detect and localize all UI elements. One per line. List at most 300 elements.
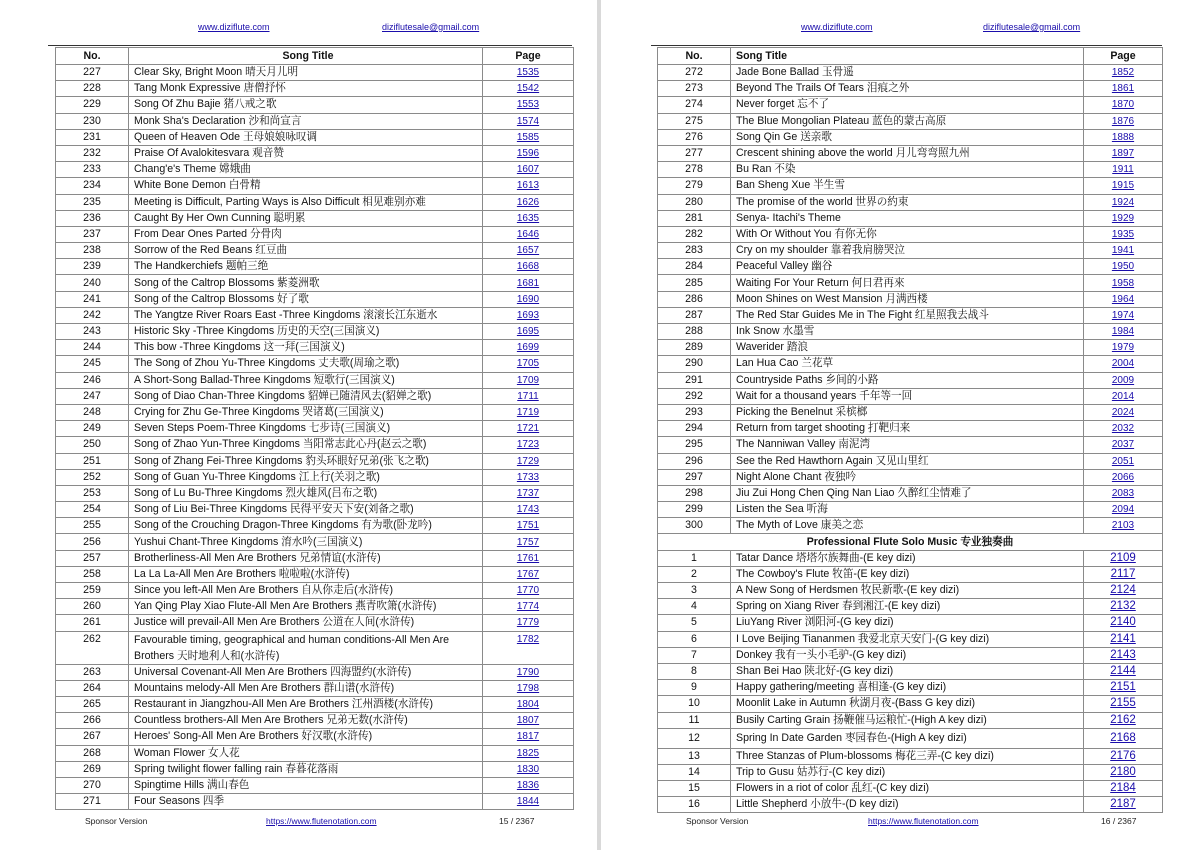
page-link[interactable]: 1705 [516,358,540,370]
email-link[interactable]: diziflutesale@gmail.com [983,22,1081,32]
song-number: 259 [56,583,129,599]
page-link[interactable]: 1790 [516,666,540,678]
song-title: Justice will prevail-All Men Are Brothers 公道在人间(水浒传) [129,615,483,631]
page-cell [483,388,574,404]
website-link[interactable]: www.diziflute.com [801,22,873,32]
table-row [658,421,1163,437]
song-number: 291 [658,372,731,388]
page-cell [1084,259,1163,275]
song-title: The Song of Zhou Yu-Three Kingdoms 丈夫歌(周瑜之歌) [129,356,483,372]
song-number: 1 [658,550,731,566]
page-cell [483,680,574,696]
page-link[interactable]: 1915 [1111,180,1135,192]
page-link[interactable]: 2180 [1110,765,1136,778]
song-number: 4 [658,599,731,615]
table-row [56,534,574,550]
table-row [658,226,1163,242]
page-cell [1084,145,1163,161]
page-link[interactable]: 2184 [1110,782,1136,795]
song-number: 234 [56,178,129,194]
page-link[interactable]: 1782 [516,633,540,645]
song-title: The Blue Mongolian Plateau 蓝色的蒙古高原 [731,113,1084,129]
page-cell [1084,469,1163,485]
song-title: From Dear Ones Parted 分骨肉 [129,226,483,242]
song-title: Meeting is Difficult, Parting Ways is Also Difficult 相见难别亦难 [129,194,483,210]
page-link[interactable]: 1876 [1111,115,1135,127]
page-cell [483,696,574,712]
table-row [56,210,574,226]
page-cell [1084,129,1163,145]
page-cell [1084,797,1163,813]
page-link[interactable]: 1888 [1111,131,1135,143]
song-title: Yan Qing Play Xiao Flute-All Men Are Brothers 燕青吹箫(水浒传) [129,599,483,615]
table-row [56,566,574,582]
page-cell [1084,583,1163,599]
song-title: Seven Steps Poem-Three Kingdoms 七步诗(三国演义) [129,421,483,437]
page-link[interactable]: 2144 [1110,665,1136,678]
page-link[interactable]: 1911 [1112,164,1134,176]
page-link[interactable]: 1836 [516,779,540,791]
song-title: Song of Diao Chan-Three Kingdoms 貂婵已随清风去(貂婵之歌) [129,388,483,404]
page-cell [1084,291,1163,307]
page-link[interactable]: 1723 [516,439,540,451]
song-number: 254 [56,502,129,518]
song-title: La La La-All Men Are Brothers 啦啦啦(水浒传) [129,566,483,582]
page-link[interactable]: 1709 [516,374,540,386]
page-link[interactable]: 1719 [516,407,540,419]
page-link[interactable]: 2141 [1110,632,1136,645]
table-row [658,372,1163,388]
page-cell [1084,663,1163,679]
page-cell [483,421,574,437]
page-link[interactable]: 1852 [1111,67,1135,79]
song-number: 295 [658,437,731,453]
page-link[interactable]: 1807 [516,715,540,727]
page-cell [1084,566,1163,582]
song-number: 265 [56,696,129,712]
table-header-row [658,48,1163,65]
table-row [658,356,1163,372]
song-title: Bu Ran 不染 [731,162,1084,178]
page-link[interactable]: 1950 [1111,261,1135,273]
page-link[interactable]: 2004 [1111,358,1135,370]
table-row [658,162,1163,178]
song-number: 2 [658,566,731,582]
page-cell [1084,307,1163,323]
website-link[interactable]: www.diziflute.com [198,22,270,32]
song-title: Praise Of Avalokitesvara 观音赞 [129,145,483,161]
song-number: 297 [658,469,731,485]
page-link[interactable]: 1941 [1111,245,1135,257]
table-row [658,764,1163,780]
song-number: 298 [658,485,731,501]
page-cell [1084,631,1163,647]
table-row [658,453,1163,469]
table-row [56,680,574,696]
page-cell [483,340,574,356]
table-row [56,324,574,340]
table-row [56,388,574,404]
table-row [56,129,574,145]
page-link[interactable]: 1767 [516,568,540,580]
song-title: Since you left-All Men Are Brothers 自从你走后(水浒传) [129,583,483,599]
song-number: 8 [658,663,731,679]
email-link[interactable]: diziflutesale@gmail.com [382,22,480,32]
song-number: 257 [56,550,129,566]
page-cell [483,550,574,566]
page-cell [483,566,574,582]
pdf-page-16 [601,0,1200,850]
page-link[interactable]: 2051 [1111,455,1135,467]
page-link[interactable]: 1635 [516,212,540,224]
footer-url-link[interactable]: https://www.flutenotation.com [266,816,377,826]
song-number: 273 [658,81,731,97]
song-number: 264 [56,680,129,696]
song-title: Little Shepherd 小放牛-(D key dizi) [731,797,1084,813]
table-row [658,566,1163,582]
page-link[interactable]: 1774 [516,601,540,613]
song-number: 290 [658,356,731,372]
page-link[interactable]: 1699 [516,342,540,354]
page-cell [483,404,574,420]
song-number: 229 [56,97,129,113]
page-link[interactable]: 1870 [1111,99,1135,111]
table-row [658,599,1163,615]
song-number: 15 [658,781,731,797]
page-cell [1084,372,1163,388]
page-link[interactable]: 2168 [1110,731,1136,744]
song-title: Yushui Chant-Three Kingdoms 淯水吟(三国演义) [129,534,483,550]
page-cell [1084,210,1163,226]
table-row [56,194,574,210]
column-header-no: No. [56,48,129,65]
table-row [56,583,574,599]
table-row [56,81,574,97]
page-cell [483,194,574,210]
page-link[interactable]: 1681 [516,277,540,289]
song-title: Tatar Dance 塔塔尔族舞曲-(E key dizi) [731,550,1084,566]
pdf-page-15 [0,0,597,850]
song-title: Spring twilight flower falling rain 春暮花落雨 [129,761,483,777]
song-number: 233 [56,162,129,178]
page-cell [1084,781,1163,797]
page-link[interactable]: 1535 [516,67,540,79]
song-title: Moonlit Lake in Autumn 秋湖月夜-(Bass G key dizi) [731,696,1084,712]
page-cell [1084,356,1163,372]
page-link[interactable]: 2117 [1110,567,1136,580]
page-link[interactable]: 2037 [1111,439,1135,451]
page-link[interactable]: 2103 [1111,520,1135,532]
page-link[interactable]: 2109 [1110,551,1136,564]
page-cell [1084,97,1163,113]
table-row [56,356,574,372]
page-indicator: 15 / 2367 [499,816,535,826]
page-link[interactable]: 2009 [1111,374,1135,386]
table-row [56,550,574,566]
page-link[interactable]: 2094 [1111,504,1135,516]
table-row [56,113,574,129]
page-cell [483,145,574,161]
section-header-row [658,534,1163,550]
song-number: 266 [56,713,129,729]
page-link[interactable]: 1751 [516,520,540,532]
song-number: 286 [658,291,731,307]
page-cell [483,777,574,793]
page-cell [1084,599,1163,615]
page-link[interactable]: 1935 [1111,228,1135,240]
page-link[interactable]: 1729 [516,455,540,467]
song-title: Song of the Caltrop Blossoms 紫菱洲歌 [129,275,483,291]
song-number: 277 [658,145,731,161]
table-row [658,748,1163,764]
song-title: Jade Bone Ballad 玉骨遥 [731,65,1084,81]
page-link[interactable]: 2014 [1111,390,1135,402]
page-link[interactable]: 2124 [1110,584,1136,597]
song-title: Woman Flower 女人花 [129,745,483,761]
song-title: Three Stanzas of Plum-blossoms 梅花三弄-(C key dizi) [731,748,1084,764]
song-title: Wait for a thousand years 千年等一回 [731,388,1084,404]
page-cell [483,162,574,178]
song-title: Jiu Zui Hong Chen Qing Nan Liao 久醉红尘情难了 [731,485,1084,501]
song-title: The Handkerchiefs 题帕三绝 [129,259,483,275]
song-number: 285 [658,275,731,291]
page-link[interactable]: 1844 [516,796,540,808]
page-link[interactable]: 1695 [516,326,540,338]
page-cell [483,664,574,680]
table-row [658,797,1163,813]
table-row [658,550,1163,566]
song-number: 271 [56,794,129,810]
song-number: 263 [56,664,129,680]
table-row [56,178,574,194]
page-cell [1084,421,1163,437]
table-row [658,631,1163,647]
song-number: 228 [56,81,129,97]
page-link[interactable]: 2187 [1110,798,1136,811]
table-row [56,777,574,793]
table-row [56,226,574,242]
song-title: Cry on my shoulder 靠着我肩膀哭泣 [731,243,1084,259]
song-number: 249 [56,421,129,437]
song-title: Spingtime Hills 满山春色 [129,777,483,793]
section-title: Professional Flute Solo Music 专业独奏曲 [658,534,1163,550]
page-link[interactable]: 1721 [516,423,540,435]
page-link[interactable]: 1596 [516,148,540,160]
table-row [658,680,1163,696]
table-row [658,145,1163,161]
song-title: A New Song of Herdsmen 牧民新歌-(E key dizi) [731,583,1084,599]
page-link[interactable]: 2066 [1111,471,1135,483]
page-link[interactable]: 1553 [516,99,540,111]
page-link[interactable]: 2176 [1110,749,1136,762]
page-cell [1084,178,1163,194]
table-row [56,453,574,469]
song-title: Song of Liu Bei-Three Kingdoms 民得平安天下安(刘备之歌) [129,502,483,518]
song-number: 288 [658,324,731,340]
song-title: Song of Zhang Fei-Three Kingdoms 豹头环眼好兄弟(张飞之歌) [129,453,483,469]
song-number: 231 [56,129,129,145]
page-cell [1084,502,1163,518]
song-number: 258 [56,566,129,582]
song-number: 262 [56,631,129,664]
table-row [56,291,574,307]
song-number: 240 [56,275,129,291]
page-link[interactable]: 2024 [1111,407,1135,419]
page-link[interactable]: 1974 [1111,309,1135,321]
page-link[interactable]: 1798 [516,682,540,694]
song-number: 16 [658,797,731,813]
page-cell [1084,748,1163,764]
song-number: 235 [56,194,129,210]
song-title: Brotherliness-All Men Are Brothers 兄弟情谊(水浒传) [129,550,483,566]
page-cell [1084,404,1163,420]
song-index-table [657,47,1163,813]
table-row [56,502,574,518]
song-number: 268 [56,745,129,761]
page-link[interactable]: 1825 [516,747,540,759]
song-number: 245 [56,356,129,372]
page-link[interactable]: 1657 [516,245,540,257]
page-link[interactable]: 1693 [516,309,540,321]
page-cell [483,259,574,275]
song-number: 284 [658,259,731,275]
page-cell [1084,518,1163,534]
table-row [56,469,574,485]
song-title: Waverider 踏浪 [731,340,1084,356]
page-cell [1084,243,1163,259]
table-row [56,615,574,631]
page-link[interactable]: 1979 [1111,342,1135,354]
page-link[interactable]: 2143 [1110,648,1136,661]
song-title: A Short-Song Ballad-Three Kingdoms 短歌行(三国演义) [129,372,483,388]
column-header-title: Song Title [129,48,483,65]
song-number: 251 [56,453,129,469]
table-row [56,145,574,161]
song-number: 300 [658,518,731,534]
page-cell [483,437,574,453]
page-cell [1084,453,1163,469]
table-row [658,696,1163,712]
table-row [658,291,1163,307]
table-row [56,437,574,453]
song-number: 14 [658,764,731,780]
page-link[interactable]: 2083 [1111,487,1135,499]
page-link[interactable]: 1646 [516,228,540,240]
page-link[interactable]: 1830 [516,763,540,775]
song-title: Ink Snow 水墨雪 [731,324,1084,340]
page-link[interactable]: 1757 [516,536,540,548]
page-link[interactable]: 2151 [1110,681,1136,694]
page-cell [483,113,574,129]
page-link[interactable]: 1761 [516,552,540,564]
song-number: 260 [56,599,129,615]
page-link[interactable]: 1779 [516,617,540,629]
song-number: 292 [658,388,731,404]
table-row [56,275,574,291]
page-link[interactable]: 1770 [516,585,540,597]
page-link[interactable]: 1897 [1111,148,1135,160]
page-cell [1084,340,1163,356]
page-link[interactable]: 1613 [516,180,540,192]
table-row [56,761,574,777]
page-link[interactable]: 1626 [516,196,540,208]
page-cell [483,502,574,518]
page-link[interactable]: 1711 [517,390,539,402]
page-cell [483,599,574,615]
page-link[interactable]: 2140 [1110,616,1136,629]
page-link[interactable]: 1690 [516,293,540,305]
page-link[interactable]: 2155 [1110,697,1136,710]
song-title: Flowers in a riot of color 乱红-(C key dizi) [731,781,1084,797]
song-title: I Love Beijing Tiananmen 我爱北京天安门-(G key dizi) [731,631,1084,647]
song-title: See the Red Hawthorn Again 又见山里红 [731,453,1084,469]
page-link[interactable]: 1924 [1111,196,1135,208]
song-number: 227 [56,65,129,81]
page-link[interactable]: 1733 [516,471,540,483]
song-number: 9 [658,680,731,696]
page-link[interactable]: 1804 [516,699,540,711]
page-link[interactable]: 1542 [516,83,540,95]
page-link[interactable]: 2162 [1110,713,1136,726]
song-title: Crescent shining above the world 月儿弯弯照九州 [731,145,1084,161]
page-cell [1084,550,1163,566]
page-cell [1084,226,1163,242]
page-link[interactable]: 1607 [516,164,540,176]
song-number: 275 [658,113,731,129]
table-row [658,340,1163,356]
song-number: 232 [56,145,129,161]
song-number: 276 [658,129,731,145]
song-title: Queen of Heaven Ode 王母娘娘咏叹调 [129,129,483,145]
column-header-title: Song Title [731,48,1084,65]
song-title: Sorrow of the Red Beans 红豆曲 [129,243,483,259]
page-link[interactable]: 1861 [1111,83,1135,95]
table-row [56,745,574,761]
page-link[interactable]: 1958 [1111,277,1135,289]
song-title: Mountains melody-All Men Are Brothers 群山谱(水浒传) [129,680,483,696]
page-link[interactable]: 1984 [1111,326,1135,338]
song-number: 12 [658,728,731,748]
table-row [56,259,574,275]
page-cell [1084,437,1163,453]
page-link[interactable]: 1668 [516,261,540,273]
page-link[interactable]: 1743 [516,504,540,516]
page-link[interactable]: 2032 [1111,423,1135,435]
song-number: 239 [56,259,129,275]
song-number: 279 [658,178,731,194]
page-link[interactable]: 2132 [1110,600,1136,613]
song-title: The Nanniwan Valley 南泥湾 [731,437,1084,453]
page-link[interactable]: 1817 [516,731,540,743]
table-row [658,485,1163,501]
song-number: 267 [56,729,129,745]
song-title: Clear Sky, Bright Moon 晴天月儿明 [129,65,483,81]
footer-version: Sponsor Version [686,816,749,826]
page-link[interactable]: 1929 [1111,212,1135,224]
song-number: 248 [56,404,129,420]
footer-url-link[interactable]: https://www.flutenotation.com [868,816,979,826]
page-link[interactable]: 1574 [516,115,540,127]
page-link[interactable]: 1585 [516,131,540,143]
song-number: 5 [658,615,731,631]
page-link[interactable]: 1737 [516,487,540,499]
page-link[interactable]: 1964 [1111,293,1135,305]
page-cell [483,453,574,469]
song-title: Listen the Sea 听海 [731,502,1084,518]
song-number: 242 [56,307,129,323]
song-title: Return from target shooting 打靶归来 [731,421,1084,437]
table-row [56,696,574,712]
